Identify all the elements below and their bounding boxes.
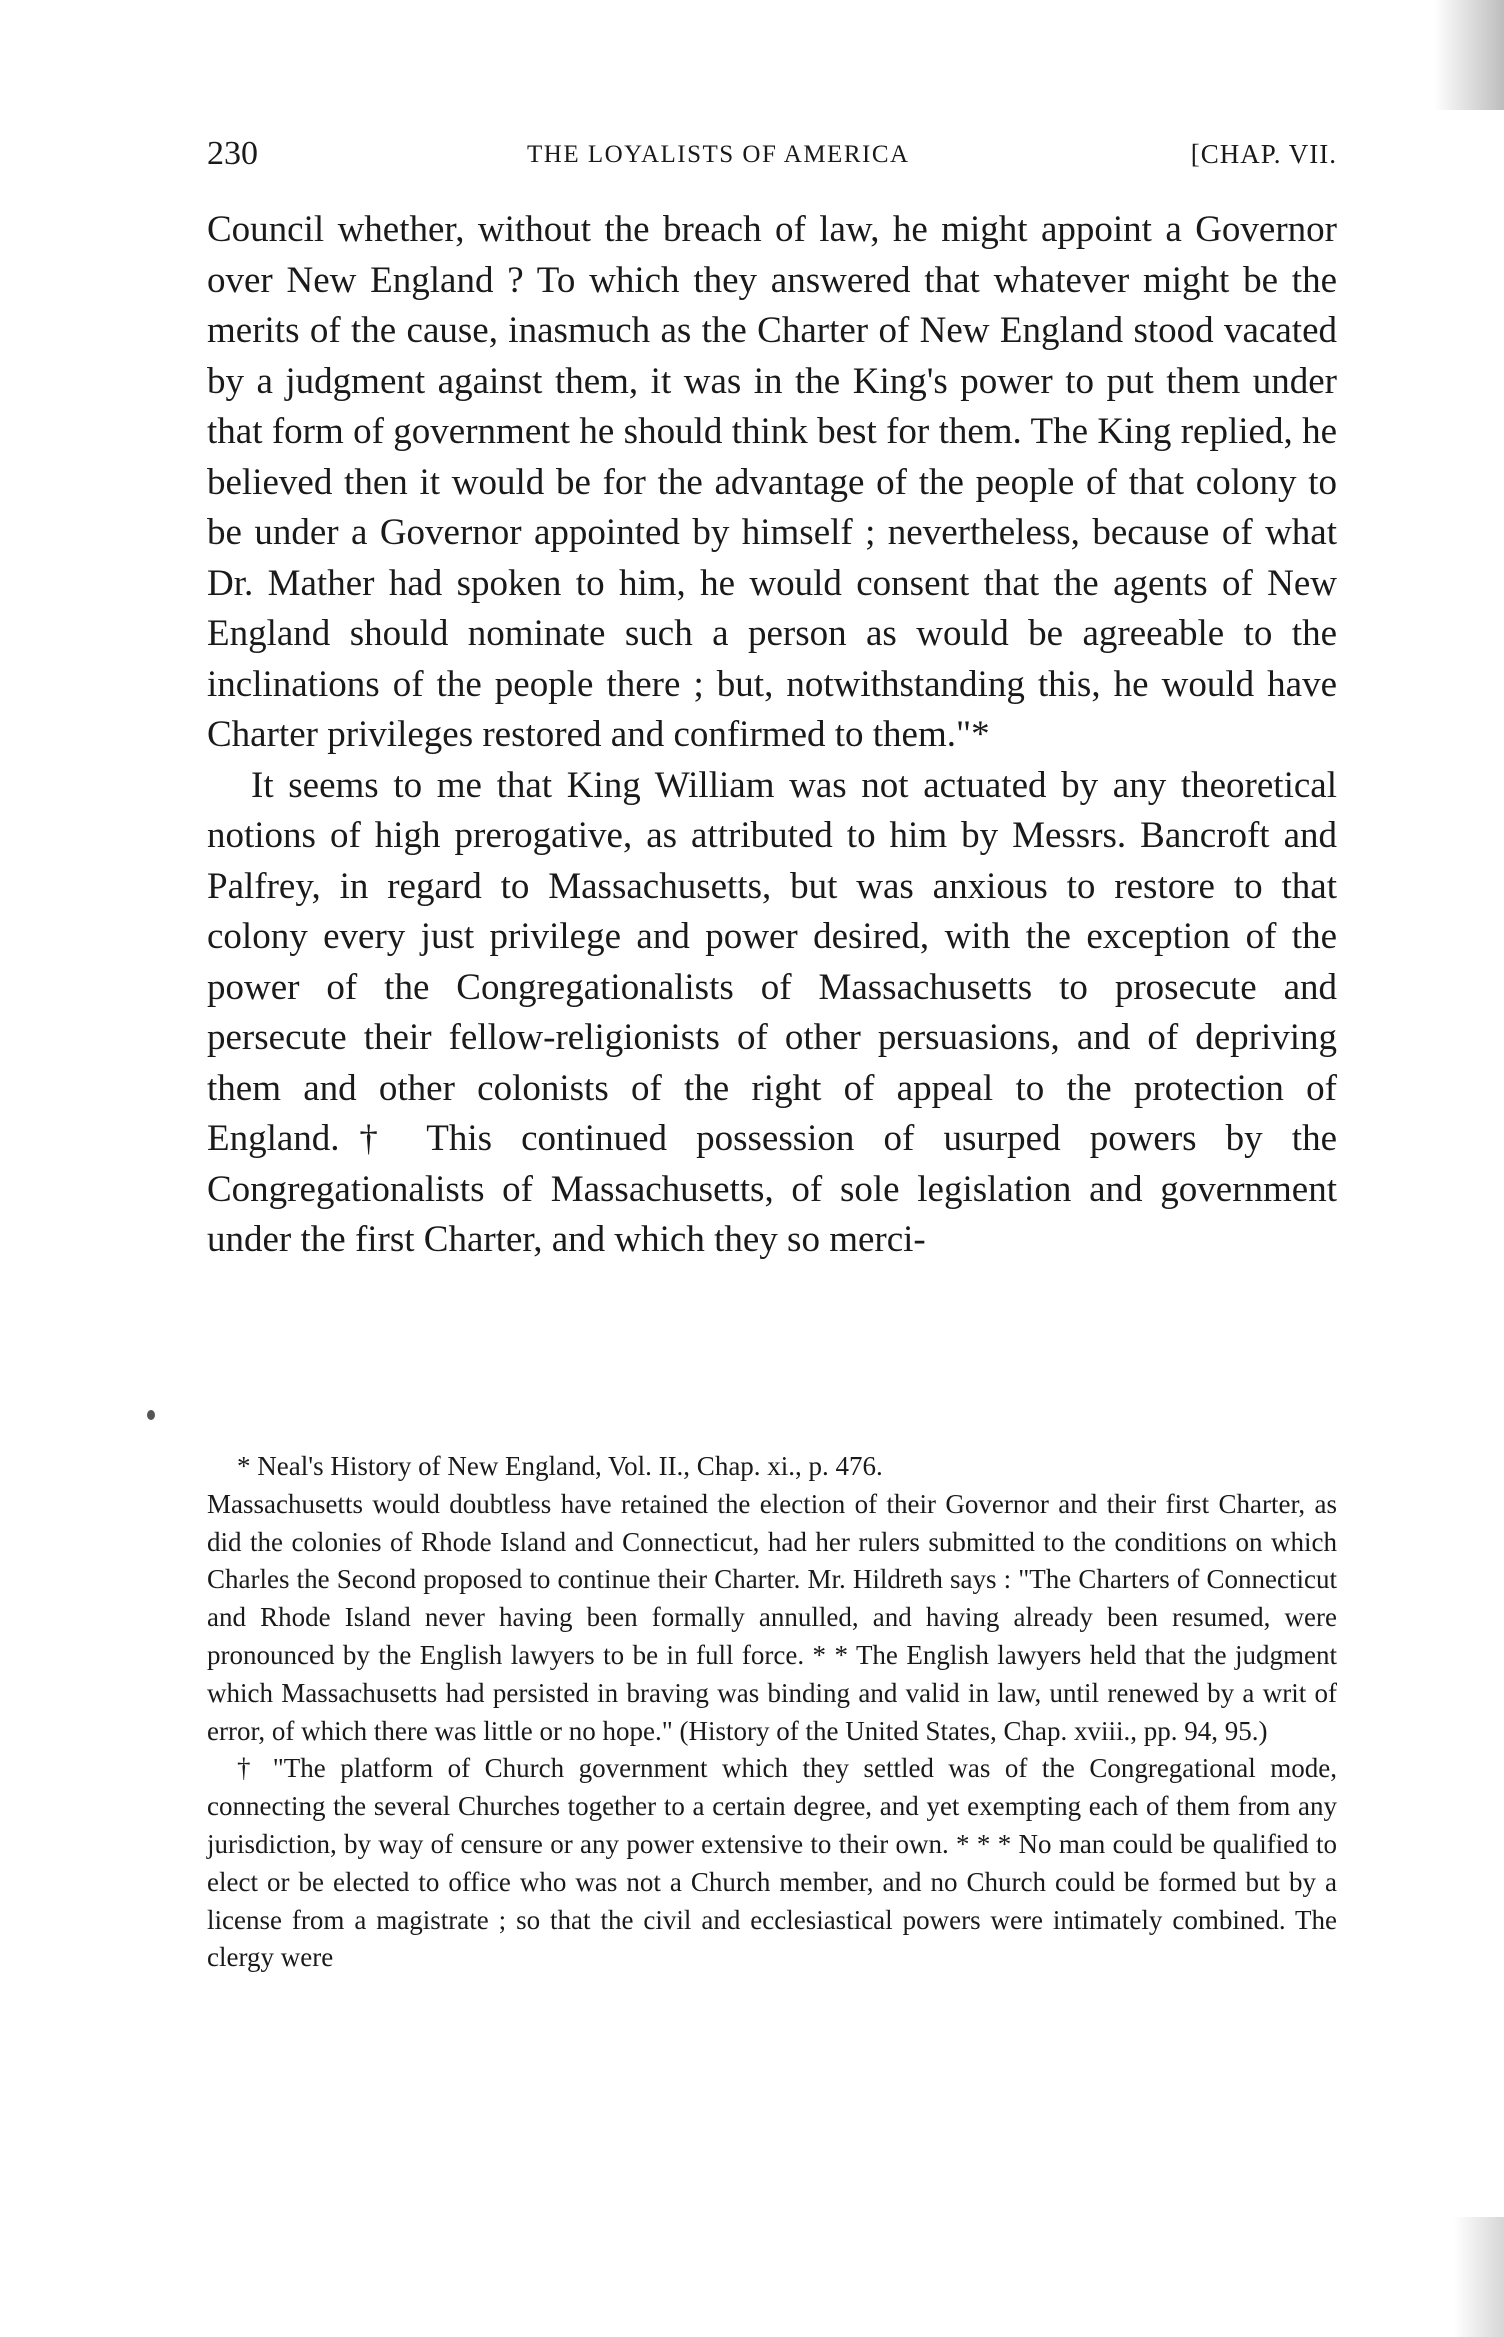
page-header: [207, 135, 1337, 185]
running-title: THE LOYALISTS OF AMERICA: [527, 141, 910, 168]
scan-edge-shadow-bottom: [1454, 2217, 1504, 2337]
body-text: [207, 205, 1337, 1266]
footnotes: [207, 1448, 1337, 1977]
page-number: 230: [207, 135, 258, 172]
scan-edge-shadow: [1434, 0, 1504, 110]
body-paragraph: Council whether, without the breach of law, he might appoint a Governor over New England ? To which they answered that whatever might be the merits of the cause, inasmuch as the Charter of New England stood vacated by a judgment against them, it was in the King's power to put them under that form of government he should think best for them. The King replied, he believed then it would be for the advantage of the people of that colony to be under a Governor appointed by himself ; nevertheless, because of what Dr. Mather had spoken to him, he would consent that the agents of New England should nominate such a person as would be agreeable to the inclinations of the people there ; but, notwithstanding this, he would have Charter privileges restored and confirmed to them."*: [207, 209, 1337, 755]
footnote: * Neal's History of New England, Vol. II., Chap. xi., p. 476.: [237, 1451, 883, 1481]
chapter-label: [CHAP. VII.: [1190, 139, 1337, 169]
footnote: † "The platform of Church government which they settled was of the Congregational mode, connecting the several Churches together to a certain degree, and yet exempting each of them from any jurisdiction, by way of censure or any power extensive to their own. * * * No man could be qualified to elect or be elected to office who was not a Church member, and no Church could be formed but by a license from a magistrate ; so that the civil and ecclesiastical powers were intimately combined. The clergy were: [207, 1753, 1337, 1973]
footnote: Massachusetts would doubtless have retained the election of their Governor and their first Charter, as did the colonies of Rhode Island and Connecticut, had her rulers submitted to the conditions on which Charles the Second proposed to continue their Charter. Mr. Hildreth says : "The Charters of Connecticut and Rhode Island never having been formally annulled, and having already been resumed, were pronounced by the English lawyers to be in full force. * * The English lawyers held that the judgment which Massachusetts had persisted in braving was binding and valid in law, until renewed by a writ of error, of which there was little or no hope." (History of the United States, Chap. xviii., pp. 94, 95.): [207, 1488, 1337, 1746]
body-paragraph: It seems to me that King William was not actuated by any theoretical notions of high prerogative, as attributed to him by Messrs. Bancroft and Palfrey, in regard to Massachusetts, but was anxious to restore to that colony every just privilege and power desired, with the exception of the power of the Congregationalists of Massachusetts to prosecute and persecute their fellow-religionists of other persuasions, and of depriving them and other colonists of the right of appeal to the protection of England.† This continued possession of usurped powers by the Congregationalists of Massachusetts, of sole legislation and government under the first Charter, and which they so merci-: [207, 764, 1337, 1260]
scan-speck: [147, 1410, 155, 1420]
